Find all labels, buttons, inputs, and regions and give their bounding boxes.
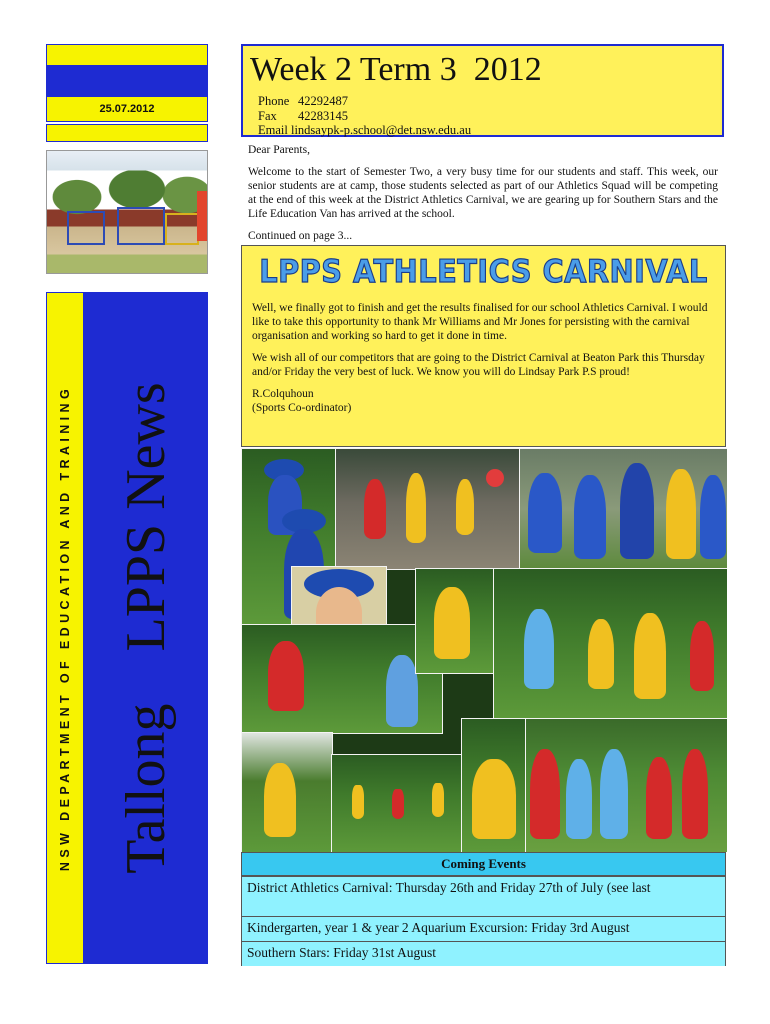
fax-number: 42283145	[298, 108, 348, 123]
letter-greeting: Dear Parents,	[248, 144, 310, 156]
school-playground-photo	[46, 150, 208, 274]
issue-date: 25.07.2012	[46, 96, 208, 122]
athletics-heading: LPPS ATHLETICS CARNIVAL	[259, 254, 708, 290]
athletics-paragraph-2: We wish all of our competitors that are going to the District Carnival at Beaton Park this Thursday and/or Friday the very best of luck. We know you will do Lindsay Park P.S proud!	[252, 352, 705, 378]
fax-label: Fax	[258, 108, 277, 123]
masthead-title	[114, 382, 178, 873]
phone-label: Phone	[258, 94, 290, 108]
event-item: Southern Stars: Friday 31st August	[242, 942, 725, 966]
athletics-body	[252, 301, 714, 415]
photo-runners-3	[493, 568, 727, 720]
top-blue-stripe	[46, 66, 208, 96]
photo-race-start	[241, 732, 333, 852]
email-address[interactable]: lindsaypk-p.school@det.nsw.edu.au	[290, 123, 472, 137]
page-title: Week 2 Term 3 2012	[250, 51, 542, 88]
athletics-paragraph-1: Well, we finally got to finish and get the results finalised for our school Athletics Carnival. I would like to take this opportunity to thank Mr Williams and Mr Jones for persisting with the carnival organisation and working so hard to get it done in time.	[252, 302, 708, 342]
top-yellow-stripe	[46, 44, 208, 66]
letter-body: Welcome to the start of Semester Two, a very busy time for our students and staff. This week, our senior students are at camp, those students selected as part of our Athletics Squad will be competing at the end of this week at the District Athletics Carnival, we are gearing up for Southern Stars and the Life Education Van has arrived at the school.	[248, 166, 718, 220]
contact-details	[250, 94, 722, 138]
second-yellow-stripe	[46, 124, 208, 142]
header-box	[241, 44, 724, 137]
department-band	[46, 292, 84, 964]
masthead-left: Tallong	[115, 703, 177, 874]
photo-group-students	[519, 448, 727, 570]
photo-runner-closeup	[461, 718, 527, 852]
athletics-photo-collage	[241, 448, 727, 852]
photo-ball-game	[335, 448, 521, 570]
email-label: Email	[258, 123, 288, 137]
photo-race-field	[331, 754, 463, 852]
photo-runners-1	[241, 624, 443, 734]
coming-events-list	[241, 876, 726, 966]
principal-letter	[248, 143, 718, 251]
masthead-right: LPPS News	[115, 382, 177, 652]
athletics-section	[241, 245, 726, 447]
masthead	[84, 292, 208, 964]
signature-name: R.Colquhoun	[252, 388, 314, 400]
photo-students-lineup	[525, 718, 727, 852]
letter-continued: Continued on page 3...	[248, 230, 353, 242]
event-item: District Athletics Carnival: Thursday 26th and Friday 27th of July (see last	[242, 877, 725, 917]
signature-role: (Sports Co-ordinator)	[252, 402, 352, 414]
event-item: Kindergarten, year 1 & year 2 Aquarium Excursion: Friday 3rd August	[242, 917, 725, 942]
coming-events-header: Coming Events	[241, 852, 726, 876]
photo-runners-2	[415, 568, 495, 674]
department-name: NSW DEPARTMENT OF EDUCATION AND TRAINING	[58, 384, 72, 872]
phone-number: 42292487	[298, 94, 348, 108]
